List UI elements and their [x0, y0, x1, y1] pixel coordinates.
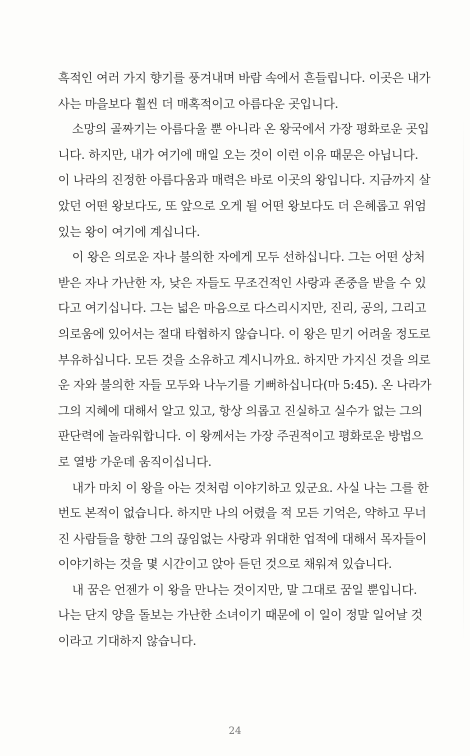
- text-line: 로 열방 가운데 움직이십니다.: [58, 454, 212, 469]
- text-line: 소망의 골짜기는 아름다울 뿐 아니라 온 왕국에서 가장 평화로운 곳입: [72, 122, 430, 137]
- text-line: 았던 어떤 왕보다도, 또 앞으로 오게 될 어떤 왕보다도 더 은혜롭고 위엄: [58, 198, 427, 213]
- text-line: 받은 자나 가난한 자, 낮은 자들도 무조건적인 사랑과 존중을 받을 수 있: [58, 275, 427, 290]
- text-line: 니다. 하지만, 내가 여기에 매일 오는 것이 이런 이유 때문은 아닙니다.: [58, 147, 419, 162]
- text-line: 이라고 기대하지 않습니다.: [58, 634, 197, 649]
- text-line: 의로움에 있어서는 절대 타협하지 않습니다. 이 왕은 믿기 어려울 정도로: [58, 326, 431, 341]
- paragraph: [58, 117, 434, 245]
- text-line: 운 자와 불의한 자들 모두와 나누기를 기뻐하십니다(마 5:45). 온 나라가: [58, 378, 432, 393]
- text-line: 진 사람들을 향한 그의 끊임없는 사랑과 위대한 업적에 대해서 목자들이: [58, 531, 427, 546]
- paragraph: [58, 66, 434, 117]
- text-line: 이야기하는 것을 몇 시간이고 앉아 듣던 것으로 채워져 있습니다.: [58, 557, 392, 572]
- body-text: [58, 66, 434, 655]
- text-line: 사는 마을보다 훨씬 더 매혹적이고 아름다운 곳입니다.: [58, 96, 339, 111]
- text-line: 다고 여기십니다. 그는 넓은 마음으로 다스리시지만, 진리, 공의, 그리고: [58, 301, 427, 316]
- text-line: 번도 본적이 없습니다. 하지만 나의 어렸을 적 모든 기억은, 약하고 무너: [58, 506, 427, 521]
- text-line: 이 왕은 의로운 자나 불의한 자에게 모두 선하십니다. 그는 어떤 상처: [72, 250, 425, 265]
- text-line: 있는 왕이 여기에 계십니다.: [58, 224, 201, 239]
- paragraph: [58, 578, 434, 655]
- text-line: 부유하십니다. 모든 것을 소유하고 계시니까요. 하지만 가지신 것을 의로: [58, 352, 431, 367]
- paragraph: [58, 245, 434, 475]
- paragraph: [58, 476, 434, 578]
- text-line: 이 나라의 진정한 아름다움과 매력은 바로 이곳의 왕입니다. 지금까지 살: [58, 173, 431, 188]
- text-line: 나는 단지 양을 돌보는 가난한 소녀이기 때문에 이 일이 정말 일어날 것: [58, 608, 423, 623]
- text-line: 판단력에 놀라워합니다. 이 왕께서는 가장 주권적이고 평화로운 방법으: [58, 429, 424, 444]
- page-number: 24: [228, 726, 242, 737]
- text-line: 그의 지혜에 대해서 알고 있고, 항상 의롭고 진실하고 실수가 없는 그의: [58, 403, 423, 418]
- text-line: 흑적인 여러 가지 향기를 풍겨내며 바람 속에서 흔들립니다. 이곳은 내가: [58, 71, 431, 85]
- text-line: 내가 마치 이 왕을 아는 것처럼 이야기하고 있군요. 사실 나는 그를 한: [72, 480, 429, 495]
- page-edge-shadow: [463, 120, 464, 640]
- text-line: 내 꿈은 언젠가 이 왕을 만나는 것이지만, 말 그대로 꿈일 뿐입니다.: [72, 582, 417, 597]
